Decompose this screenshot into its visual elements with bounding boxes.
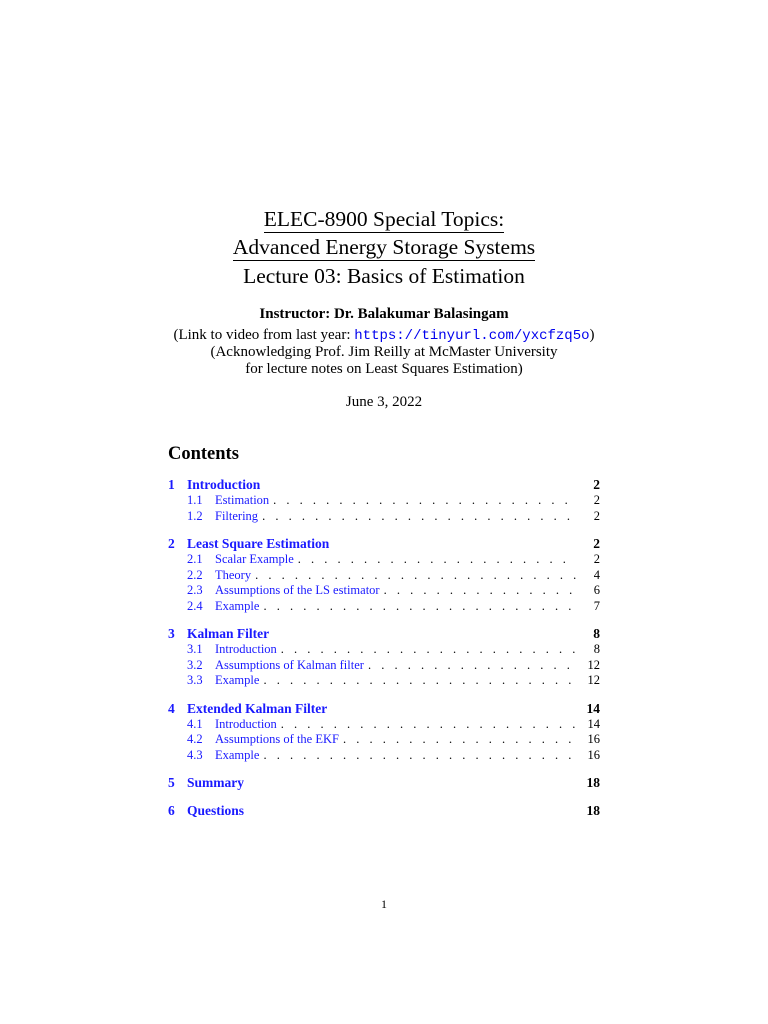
video-link-line bbox=[0, 327, 768, 344]
toc-section[interactable] bbox=[168, 476, 600, 493]
dot-leader bbox=[384, 583, 576, 599]
toc-subsection-number: 3.1 bbox=[187, 642, 203, 656]
toc-section-title[interactable]: Kalman Filter bbox=[187, 626, 270, 641]
video-prefix: (Link to video from last year: bbox=[173, 327, 355, 343]
toc-subsection[interactable] bbox=[168, 568, 600, 584]
toc-subsection-title[interactable]: Example bbox=[215, 598, 260, 613]
toc-subsection-title[interactable]: Filtering bbox=[215, 508, 259, 523]
toc-subsection-page: 4 bbox=[593, 567, 600, 582]
video-suffix: ) bbox=[589, 327, 595, 343]
dot-leader bbox=[263, 673, 576, 689]
toc-subsection-page: 12 bbox=[587, 657, 600, 672]
toc-subsection-number: 2.3 bbox=[187, 583, 203, 597]
toc-subsection[interactable] bbox=[168, 642, 600, 658]
title-line-1: ELEC-8900 Special Topics: bbox=[263, 207, 505, 231]
toc-section-page: 18 bbox=[586, 803, 600, 818]
toc-section-title[interactable]: Extended Kalman Filter bbox=[187, 700, 328, 716]
dot-leader bbox=[281, 717, 576, 733]
dot-leader bbox=[273, 493, 576, 509]
toc-section-page: 18 bbox=[586, 775, 600, 790]
toc-subsection-page: 7 bbox=[593, 598, 600, 613]
toc-subsection-page: 14 bbox=[587, 716, 600, 731]
toc-subsection-title[interactable]: Introduction bbox=[215, 716, 277, 731]
date: June 3, 2022 bbox=[345, 394, 423, 410]
toc-subsection-title[interactable]: Introduction bbox=[215, 642, 277, 656]
dot-leader bbox=[343, 732, 576, 748]
toc-subsection-title[interactable]: Assumptions of Kalman filter bbox=[215, 657, 364, 672]
title-block bbox=[0, 206, 768, 290]
contents-heading: Contents bbox=[168, 444, 239, 464]
toc-subsection[interactable] bbox=[168, 732, 600, 748]
toc-section-title[interactable]: Summary bbox=[187, 775, 244, 790]
toc-section[interactable] bbox=[168, 802, 600, 819]
toc-subsection-number: 4.3 bbox=[187, 747, 203, 762]
toc-section-number: 4 bbox=[168, 700, 175, 716]
toc-section-number: 2 bbox=[168, 536, 175, 551]
dot-leader bbox=[263, 748, 576, 764]
toc-section[interactable] bbox=[168, 700, 600, 717]
dot-leader bbox=[281, 642, 576, 658]
toc-section[interactable] bbox=[168, 774, 600, 791]
toc-subsection-number: 2.2 bbox=[187, 567, 203, 582]
toc-subsection-page: 16 bbox=[587, 747, 600, 762]
dot-leader bbox=[263, 599, 576, 615]
toc-section-page: 14 bbox=[586, 700, 600, 716]
toc-section[interactable] bbox=[168, 625, 600, 642]
toc-subsection[interactable] bbox=[168, 717, 600, 733]
toc-section-title[interactable]: Questions bbox=[187, 803, 245, 818]
acknowledgement-line-2: for lecture notes on Least Squares Estimation) bbox=[245, 361, 523, 377]
dot-leader bbox=[298, 552, 576, 568]
toc-subsection-title[interactable]: Assumptions of the EKF bbox=[215, 732, 339, 746]
toc-subsection[interactable] bbox=[168, 583, 600, 599]
toc-subsection[interactable] bbox=[168, 552, 600, 568]
toc-section-number: 6 bbox=[168, 803, 175, 818]
toc-subsection[interactable] bbox=[168, 599, 600, 615]
toc-section[interactable] bbox=[168, 535, 600, 552]
toc-subsection-number: 3.2 bbox=[187, 657, 203, 672]
acknowledgement-line-1: (Acknowledging Prof. Jim Reilly at McMaster University bbox=[210, 344, 558, 360]
toc-subsection-title[interactable]: Theory bbox=[215, 567, 252, 582]
toc-subsection-title[interactable]: Scalar Example bbox=[215, 552, 294, 566]
toc-subsection[interactable] bbox=[168, 509, 600, 525]
table-of-contents bbox=[168, 476, 600, 819]
video-url-link[interactable]: https://tinyurl.com/yxcfzq5o bbox=[354, 328, 590, 344]
toc-subsection-page: 2 bbox=[593, 493, 600, 507]
toc-section-page: 2 bbox=[593, 477, 600, 492]
toc-subsection-page: 6 bbox=[593, 583, 600, 597]
toc-subsection-page: 8 bbox=[593, 642, 600, 656]
toc-section-title[interactable]: Introduction bbox=[187, 477, 261, 492]
toc-subsection-title[interactable]: Assumptions of the LS estimator bbox=[215, 583, 380, 597]
toc-section-title[interactable]: Least Square Estimation bbox=[187, 536, 330, 551]
toc-subsection[interactable] bbox=[168, 493, 600, 509]
toc-section-page: 8 bbox=[593, 626, 600, 641]
toc-subsection-number: 1.1 bbox=[187, 493, 203, 507]
toc-subsection-page: 2 bbox=[593, 508, 600, 523]
toc-subsection-title[interactable]: Example bbox=[215, 673, 260, 687]
title-line-3: Lecture 03: Basics of Estimation bbox=[243, 264, 525, 288]
toc-subsection-title[interactable]: Estimation bbox=[215, 493, 270, 507]
toc-subsection-number: 3.3 bbox=[187, 673, 203, 687]
toc-section-number: 1 bbox=[168, 477, 175, 492]
dot-leader bbox=[262, 509, 576, 525]
instructor: Instructor: Dr. Balakumar Balasingam bbox=[259, 306, 509, 322]
toc-subsection-title[interactable]: Example bbox=[215, 747, 260, 762]
toc-subsection-number: 4.1 bbox=[187, 716, 203, 731]
toc-subsection-page: 12 bbox=[587, 673, 600, 687]
page-number: 1 bbox=[381, 897, 387, 911]
toc-subsection[interactable] bbox=[168, 673, 600, 689]
toc-subsection-page: 16 bbox=[587, 732, 600, 746]
toc-subsection-number: 2.1 bbox=[187, 552, 203, 566]
toc-subsection-page: 2 bbox=[593, 552, 600, 566]
dot-leader bbox=[368, 658, 576, 674]
toc-subsection[interactable] bbox=[168, 748, 600, 764]
toc-subsection-number: 1.2 bbox=[187, 508, 203, 523]
toc-section-number: 5 bbox=[168, 775, 175, 790]
toc-subsection-number: 2.4 bbox=[187, 598, 203, 613]
dot-leader bbox=[255, 568, 576, 584]
toc-section-number: 3 bbox=[168, 626, 175, 641]
title-line-2: Advanced Energy Storage Systems bbox=[232, 235, 536, 259]
toc-section-page: 2 bbox=[593, 536, 600, 551]
toc-subsection[interactable] bbox=[168, 658, 600, 674]
toc-subsection-number: 4.2 bbox=[187, 732, 203, 746]
